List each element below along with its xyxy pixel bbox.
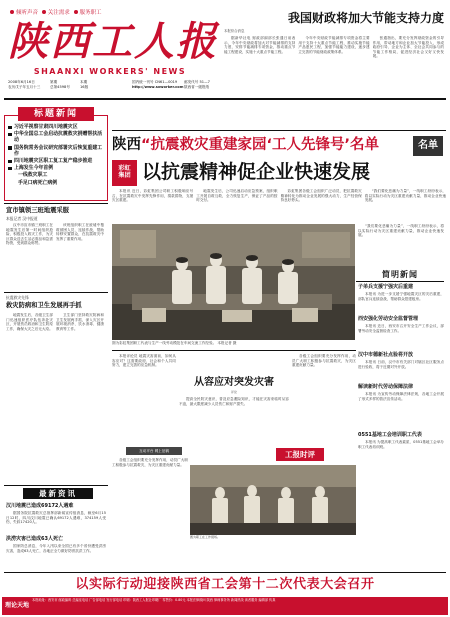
work-photo-caption: 图为职工在工作现场。 — [190, 535, 221, 539]
brief-item-title[interactable]: 汉中市德新社点验将开放 — [358, 352, 414, 358]
brief-item-body: 本报讯 为提高职工代表素质，0551基地工会举办职工代表培训班。 — [358, 440, 444, 449]
edition-block: 本期16版 — [80, 80, 89, 89]
meeting-photo — [190, 465, 356, 535]
latest-item-1-body: 据国务院抗震救灾总指挥部新闻宣传组消息，截至6月15日12时，四川汶川地震已确认69172人遇难，374159人受伤，失踪17420人。 — [6, 511, 106, 525]
center-left-body: 各级工会组织要充分发挥作用，动员广大职工积极参与抗震救灾，为灾区重建贡献力量。 — [112, 458, 188, 467]
brief-item-body: 本报讯 为进一步支援宁强地震灾区的灾后重建，部队官兵连续奋战，帮助群众搭建板房。 — [358, 292, 444, 301]
commentary-byline: 评论 — [230, 390, 237, 394]
brief-item-body: 本报讯 为宣传劳动保障法律法规，各地工会开展了形式多样的普法宣传活动。 — [358, 392, 444, 401]
top-story-headline[interactable]: 我国财政将加大节能支持力度 — [287, 11, 444, 25]
highlight-item[interactable]: 中华全国总工会启动抗震救灾捐赠帮扶活动 — [8, 131, 106, 143]
left-section-2-body: 地震发生后，各级卫生部门迅速组织医疗队伍奔赴灾区，开展伤员救治和卫生防疫工作，确保大灾之后无大疫。 — [6, 313, 53, 331]
left-rule-2 — [4, 292, 108, 293]
issue-number-block: 第期 总第4598号 — [50, 80, 70, 89]
left-section-1-title[interactable]: 宣市镇领三班地震采服 — [6, 207, 69, 214]
work-banner: 工报时评 — [276, 448, 324, 461]
highlight-subline: 一线救灾职工 — [18, 172, 48, 179]
highlights-list — [8, 124, 106, 200]
masthead-slogan: 倾听声音 关注需求 服务职工 — [8, 8, 138, 18]
masthead-rule — [4, 98, 446, 100]
highlight-item[interactable]: 习近平视察甘肃四川地震灾区 — [8, 124, 106, 130]
latest-item-1-title[interactable]: 汉川地震已造成69172人遇难 — [6, 503, 74, 509]
left-section-2-kicker: 抗震救灾先锋 — [6, 295, 29, 300]
highlight-subline: 手足口病死亡病例 — [18, 179, 58, 186]
left-section-1-body: 汉中市宣市镇三班职工在地震发生后第一时间组织抢险，积极投入救灾工作，为灾区群众送去生活必需品和急需物资，受到群众称赞。 — [6, 223, 53, 246]
highlight-item[interactable]: 四川地震灾区职工复工复产稳步推进 — [8, 158, 106, 164]
top-story-byline: 本报综合消息 — [224, 29, 245, 33]
interactive-platform-box[interactable]: 互动平台 网上征稿 — [126, 447, 182, 455]
brief-item-title[interactable]: 0551基地工会培训职工代表 — [358, 432, 422, 438]
brief-news-title: 简明新闻 — [382, 270, 418, 279]
main-rule — [112, 130, 446, 131]
left-section-2-body-2: 卫生部门坚持救灾防病和卫生发展两手抓，深入灾区开展环境消杀、饮水消毒、健康教育等工作。 — [56, 313, 104, 331]
issue-date-block: 2008年6月16日 农历戊子年五月十三 — [8, 80, 41, 89]
center-rule — [112, 350, 356, 351]
left-section-1-body-2: 该班组织职工在废墟中搜救被困人员，连续作战，帮助转移安置群众，在抗震救灾中发挥了重要作用。 — [56, 223, 104, 241]
latest-item-2-body: 国家防总消息，今年入汛以来全国已有多个省份遭受洪涝灾害，造成63人死亡，各地正全力做好防汛抗洪工作。 — [6, 544, 106, 553]
highlight-item[interactable]: 国务院常务会议研究部署灾后恢复重建工作 — [8, 145, 106, 157]
main-story-lead: 本报讯 近日，彩虹集团公司职工积极响应号召，在抗震救灾中发挥先锋作用，捐款捐物，支援灾区重建。 地震发生后，公司迅速启动应急预案，组织职工开展自救互救，全力恢复生产，保证了产品的按时交付。 彩虹集团各级工会组织广泛动员，把抗震救灾精神转化为推动企业发展的强大动力，生产经营保持良好势头。 “我们要化悲痛为力量”，一线职工纷纷表示，将以实际行动为灾区重建贡献力量，推动企业快速发展。 — [112, 189, 446, 203]
commentary-col-3: 各级工会组织要充分发挥作用，动员广大职工积极参与抗震救灾，为灾区重建贡献力量。 — [292, 354, 356, 368]
brief-item-title[interactable]: 解读新时代劳动保障法律 — [358, 384, 414, 390]
latest-item-2-title[interactable]: 洪涝灾害已造成63人死亡 — [6, 536, 63, 542]
footer-label: 理论天地 — [5, 602, 30, 609]
company-badge: 彩虹 集团 — [112, 160, 137, 186]
top-story-body: 据新华社电 财政部副部长张通日前表示，今年中央财政将加大对节能减排的支持力度，安排节能减排专项资金，推动重点节能工程建设，实施十大重点节能工程。 今年中央财政节能减排专项资金将主要用于支持十大重点节能工程，推动实施节能产品惠民工程，加强节能能力建设，逐步建立完善的节能财政政策体系。 张通指出，要充分发挥财政资金的引导作用，带动地方和企业加大节能投入，形成政府引导、企业为主体、全社会共同参与的节能工作格局，促进经济社会又好又快发展。 — [224, 36, 444, 59]
footer-text: 本报地址：西安市 邮政编码 总编室电话 广告部电话 发行部电话 印刷：陕西工人报社印刷厂 零售价：0.80元 本报法律顾问 陕西 律师事务所 新闻热线 读者服务 编辑部 传真 — [32, 598, 276, 602]
main-photo-caption: 图为彩虹集团职工代表与生产一线劳动模范在车间交流工作经验。 本报记者 摄 — [112, 341, 237, 345]
commentary-col-2: 提高全民防灾意识，普及应急避险知识，才能在灾害来临时从容不迫，最大限度减少人员伤亡和财产损失。 — [179, 397, 289, 406]
bottom-banner-headline[interactable]: 以实际行动迎接陕西省工会第十二次代表大会召开 — [75, 577, 375, 592]
work-photo — [190, 465, 356, 535]
brief-item-body: 本报讯 日前，汉中市有关部门对辖区社区服务点进行验收，将于近期对外开放。 — [358, 360, 444, 369]
commentary-col-1: 本报评论员 地震灾害面前，如何从容应对？这需要政府、社会和个人共同努力，建立完善的应急机制。 — [112, 354, 176, 368]
brief-item-title[interactable]: 西安强化劳动安全监督管理 — [358, 316, 419, 322]
right-top-body: “我们要化悲痛为力量”，一线职工纷纷表示，将以实际行动为灾区重建贡献力量，推动企业快速发展。 — [358, 224, 444, 238]
factory-workers-photo — [112, 224, 355, 340]
brief-item-body: 本报讯 近日，西安市召开安全生产工作会议，部署劳动安全监督检查工作。 — [358, 324, 444, 333]
bottom-rule — [4, 572, 446, 573]
highlight-item[interactable]: 上海发生今年首例 — [8, 165, 106, 171]
main-news-photo — [112, 224, 355, 340]
left-rule-3 — [4, 485, 108, 486]
newspaper-logo-en: SHAANXI WORKERS' NEWS — [33, 67, 187, 76]
commentary-headline[interactable]: 从容应对突发灾害 — [194, 377, 274, 388]
left-section-2-title[interactable]: 救灾防病和卫生发展再手抓 — [6, 302, 82, 309]
post-block: 邮发代号 51—7 陕西省一级报纸 — [184, 80, 210, 89]
highlights-title: 标题新闻 — [18, 107, 94, 121]
left-rule-1 — [4, 203, 108, 204]
newspaper-logo: 陕西工人报 — [8, 18, 218, 65]
brief-item-title[interactable]: 子弟兵支援宁强灾后重建 — [358, 284, 414, 290]
left-section-1-byline: 本报记者 汉中报道 — [6, 216, 38, 221]
main-subheadline[interactable]: 以抗震精神促企业快速发展 — [142, 161, 371, 183]
website-link[interactable]: http://www.sxworker.com — [132, 85, 184, 89]
brief-rule — [356, 281, 444, 282]
main-headline[interactable]: 陕西“抗震救灾重建家园‘工人先锋号’名单 — [112, 137, 380, 153]
footer-bar — [2, 597, 448, 615]
latest-news-title: 最新资讯 — [23, 488, 93, 499]
main-headline-badge: 名单 — [413, 136, 443, 156]
cn-block: 国内统一刊号 CN61—0019 http://www.sxworker.com — [132, 80, 184, 89]
